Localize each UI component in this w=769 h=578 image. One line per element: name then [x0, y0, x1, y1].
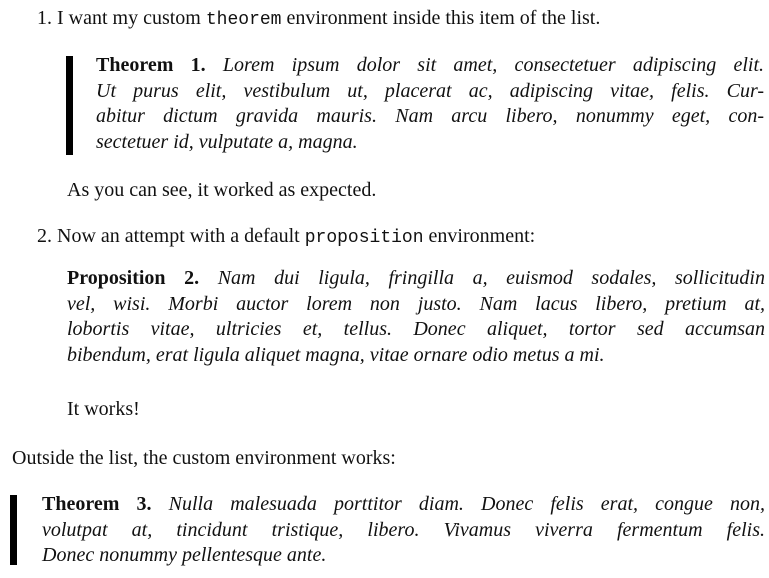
theorem-1 [96, 53, 764, 155]
theorem-3 [42, 492, 765, 569]
proposition-2-line: vel, wisi. Morbi auctor lorem non justo. Nam lacus libero, pretium at, [67, 292, 765, 315]
theorem-3-line: Donec nonummy pellentesque ante. [42, 544, 327, 566]
theorem-1-bar [66, 56, 73, 155]
proposition-2 [67, 266, 765, 368]
intro-text: I want my custom [57, 7, 206, 29]
proposition-2-line: Nam dui ligula, fringilla a, euismod sodales, sollicitudin [217, 267, 765, 289]
list-number: 1. [37, 7, 52, 29]
intro-text-post: environment inside this item of the list. [281, 7, 601, 29]
outside-text: Outside the list, the custom environment works: [12, 447, 396, 469]
theorem-3-line: volutpat at, tincidunt tristique, libero. Vivamus viverra fermentum felis. [42, 518, 765, 541]
theorem-1-line: sectetuer id, vulputate a, magna. [96, 130, 358, 153]
list-item-1-intro [37, 6, 600, 33]
list-number: 2. [37, 225, 52, 247]
theorem-3-line: Nulla malesuada porttitor diam. Donec felis erat, congue non, [168, 493, 765, 515]
proposition-2-label: Proposition 2. [67, 267, 200, 289]
proposition-2-line: lobortis vitae, ultricies et, tellus. Donec aliquet, tortor sed accumsan [67, 318, 765, 340]
proposition-2-line: bibendum, erat ligula aliquet magna, vitae ornare odio metus a mi. [67, 343, 605, 366]
theorem-1-label: Theorem 1. [96, 54, 206, 76]
intro-text-post: environment: [423, 225, 536, 247]
code-theorem: theorem [205, 10, 282, 30]
theorem-1-line: Lorem ipsum dolor sit amet, consectetuer adipiscing elit. [222, 54, 765, 76]
intro-text: Now an attempt with a default [57, 225, 305, 247]
list-item-1-after: As you can see, it worked as expected. [67, 179, 377, 201]
theorem-3-bar [10, 495, 17, 565]
list-item-2-intro [37, 224, 535, 251]
list-item-2-after: It works! [67, 398, 140, 420]
theorem-1-line: Ut purus elit, vestibulum ut, placerat ac, adipiscing vitae, felis. Cur- [96, 79, 764, 102]
code-proposition: proposition [304, 228, 424, 248]
theorem-3-label: Theorem 3. [42, 493, 152, 515]
theorem-1-line: abitur dictum gravida mauris. Nam arcu libero, nonummy eget, con- [96, 105, 764, 127]
